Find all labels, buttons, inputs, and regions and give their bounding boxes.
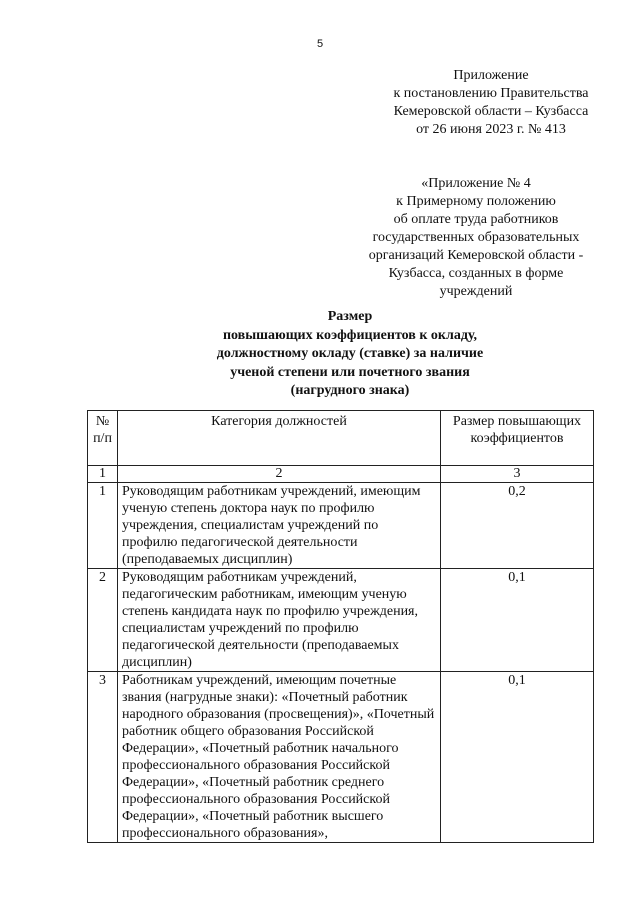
- appendix-line: Приложение: [453, 68, 529, 83]
- table-header-row: [88, 411, 594, 466]
- column-number-row: [88, 466, 594, 483]
- appendix4-line: организаций Кемеровской области -: [368, 248, 584, 263]
- appendix-line: Кемеровской области – Кузбасса: [393, 104, 589, 119]
- appendix4-line: об оплате труда работников: [393, 212, 559, 227]
- document-title: [140, 308, 560, 401]
- appendix4-line: государственных образовательных: [372, 230, 580, 245]
- appendix4-line: учреждений: [439, 284, 513, 299]
- title-line: должностному окладу (ставке) за наличие: [216, 346, 484, 361]
- title-line: ученой степени или почетного звания: [230, 364, 470, 380]
- appendix4-line: «Приложение № 4: [421, 176, 531, 191]
- appendix4-line: Кузбасса, созданных в форме: [388, 266, 564, 281]
- row-number: 3: [88, 672, 118, 843]
- appendix-line: к постановлению Правительства: [393, 86, 589, 101]
- table-row: [88, 483, 594, 569]
- row-category: Руководящим работникам учреждений, имеющим ученую степень доктора наук по профилю учреждения, специалистам учреждений по профилю педагогической деятельности (преподаваемых дисциплин): [118, 483, 441, 569]
- page-number: 5: [316, 38, 324, 50]
- row-category: Руководящим работникам учреждений, педагогическим работникам, имеющим ученую степень кандидата наук по профилю учреждения, специалистам учреждений по профилю педагогической деятельности (преподаваемых дисциплин): [118, 569, 441, 672]
- appendix4-header: [356, 175, 596, 301]
- coefficients-table: [87, 410, 594, 843]
- title-line: Размер: [327, 309, 373, 324]
- header-category: Категория должностей: [118, 411, 441, 466]
- header-number: № п/п: [88, 411, 118, 466]
- column-number: 2: [118, 466, 441, 483]
- table-row: [88, 672, 594, 843]
- appendix-header: [376, 67, 606, 139]
- appendix-line: от 26 июня 2023 г. № 413: [416, 122, 566, 137]
- row-coefficient: 0,1: [441, 569, 594, 672]
- table-row: [88, 569, 594, 672]
- title-line: (нагрудного знака): [290, 383, 410, 398]
- title-line: повышающих коэффициентов к окладу,: [222, 327, 478, 343]
- column-number: 3: [441, 466, 594, 483]
- row-coefficient: 0,2: [441, 483, 594, 569]
- row-number: 1: [88, 483, 118, 569]
- row-category: Работникам учреждений, имеющим почетные звания (нагрудные знаки): «Почетный работник народного образования (просвещения)», «Почетный работник общего образования Российской Федерации», «Почетный работник начального профессионального образования Российской Федерации», «Почетный работник среднего профессионального образования Российской Федерации», «Почетный работник высшего профессионального образования»,: [118, 672, 441, 843]
- header-coefficient: Размер повышающих коэффициентов: [441, 411, 594, 466]
- row-coefficient: 0,1: [441, 672, 594, 843]
- appendix4-line: к Примерному положению: [396, 194, 556, 209]
- column-number: 1: [88, 466, 118, 483]
- row-number: 2: [88, 569, 118, 672]
